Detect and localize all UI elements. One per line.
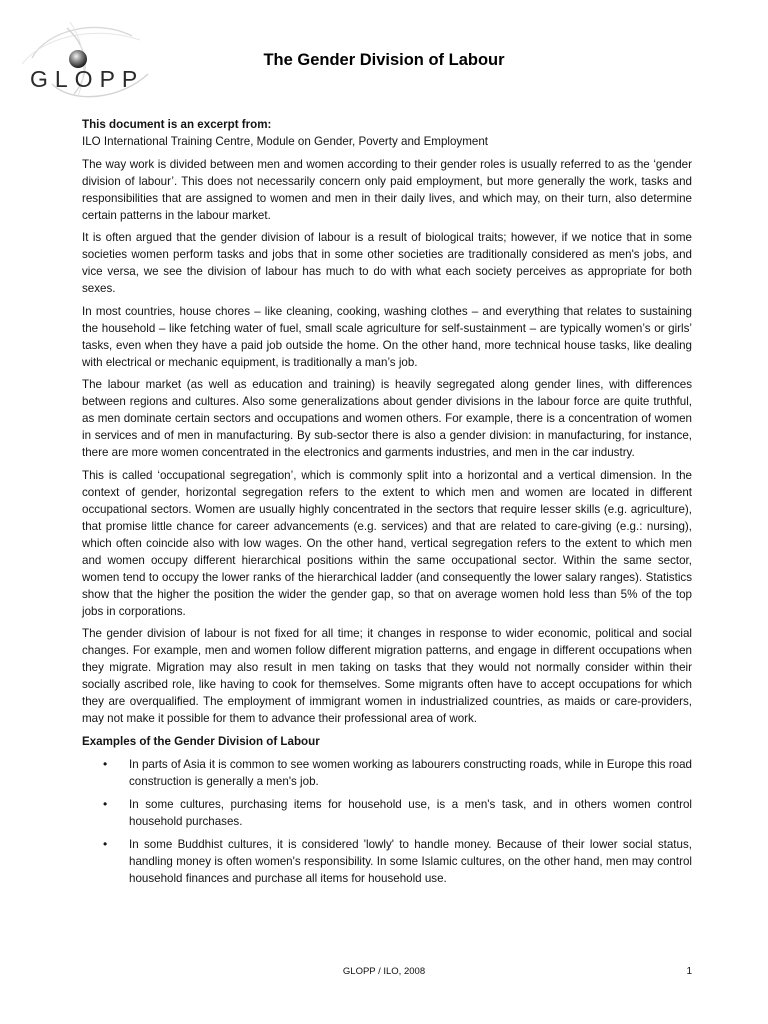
examples-heading: Examples of the Gender Division of Labour	[82, 734, 320, 748]
document-body	[82, 116, 692, 893]
list-item-text: In some Buddhist cultures, it is considered 'lowly' to handle money. Because of their lower social status, handling money is often women's responsibility. In some Islamic cultures, on the other hand, men may control household finances and purchase all items for household use.	[129, 837, 692, 885]
document-title: The Gender Division of Labour	[263, 51, 505, 69]
bullet-icon: •	[103, 756, 108, 771]
excerpt-source: ILO International Training Centre, Module on Gender, Poverty and Employment	[82, 135, 489, 148]
paragraph: The gender division of labour is not fixed for all time; it changes in response to wider economic, political and social changes. For example, men and women follow different migration patterns, and engage in different occupations when they migrate. Migration may also result in men taking on tasks that they would not normally consider within their socially ascribed role, like having to cook for themselves. Some migrants often have to accept occupations for which they are overqualified. The employment of immigrant women in industrialized countries, as maids or care-providers, may not make it possible for them to advance their professional area of work.	[82, 627, 692, 725]
examples-list	[82, 756, 692, 887]
list-item-text: In parts of Asia it is common to see women working as labourers constructing roads, while in Europe this road construction is generally a men's job.	[129, 757, 692, 788]
bullet-icon: •	[103, 796, 108, 811]
page-number: 1	[686, 966, 692, 977]
list-item	[82, 756, 692, 790]
paragraph: In most countries, house chores – like cleaning, cooking, washing clothes – and everything that relates to sustaining the household – like fetching water of fuel, small scale agriculture for self-sustainment – are typically women’s or girls’ tasks, even when they have a paid job outside the home. On the other hand, more technical house tasks, like dealing with electrical or mechanic equipment, is traditionally a man’s job.	[82, 304, 692, 369]
paragraph: The way work is divided between men and women according to their gender roles is usually referred to as the ‘gender division of labour’. This does not necessarily concern only paid employment, but more generally the work, tasks and responsibilities that are assigned to women and men in their daily lives, and which may, on their turn, also determine certain patterns in the labour market.	[82, 157, 692, 222]
excerpt-heading: This document is an excerpt from:	[82, 118, 272, 131]
paragraph: This is called ‘occupational segregation’, which is commonly split into a horizontal and a vertical dimension. In the context of gender, horizontal segregation refers to the extent to which men and women are located in different occupational sectors. Women are usually highly concentrated in the sectors that require lesser skills (e.g. agriculture), that promise little chance for career advancements (e.g. services) and that are related to care-giving (e.g.: nursing), which often coincide also with low wages. On the other hand, vertical segregation refers to the extent to which men and women occupy different hierarchical positions within the same occupational sector. Within the same sector, women tend to occupy the lower ranks of the hierarchical ladder (and consequently the lower salary ranges). Statistics show that the higher the position the wider the gender gap, so that on average women hold less than 5% of the top jobs in corporations.	[82, 468, 692, 618]
page-footer: GLOPP / ILO, 2008	[342, 966, 426, 977]
logo-text: GLOPP	[30, 66, 145, 92]
bullet-icon: •	[103, 836, 108, 851]
list-item	[82, 836, 692, 887]
list-item-text: In some cultures, purchasing items for household use, is a men's task, and in others women control household purchases.	[129, 797, 692, 828]
paragraph: It is often argued that the gender division of labour is a result of biological traits; however, if we notice that in some societies women perform tasks and jobs that in some other societies are traditionally considered as men's jobs, and vice versa, we see the division of labour has much to do with what each society perceives as appropriate for both sexes.	[82, 231, 692, 295]
list-item	[82, 796, 692, 830]
paragraph: The labour market (as well as education and training) is heavily segregated along gender lines, with differences between regions and cultures. Also some generalizations about gender divisions in the labour force are quite truthful, as men dominate certain sectors and occupations and women others. For example, there is a concentration of women in services and of men in manufacturing. By sub-sector there is also a gender division: in manufacturing, for instance, there are more women concentrated in the electronics and garments industries, and men in the car industry.	[82, 378, 692, 459]
